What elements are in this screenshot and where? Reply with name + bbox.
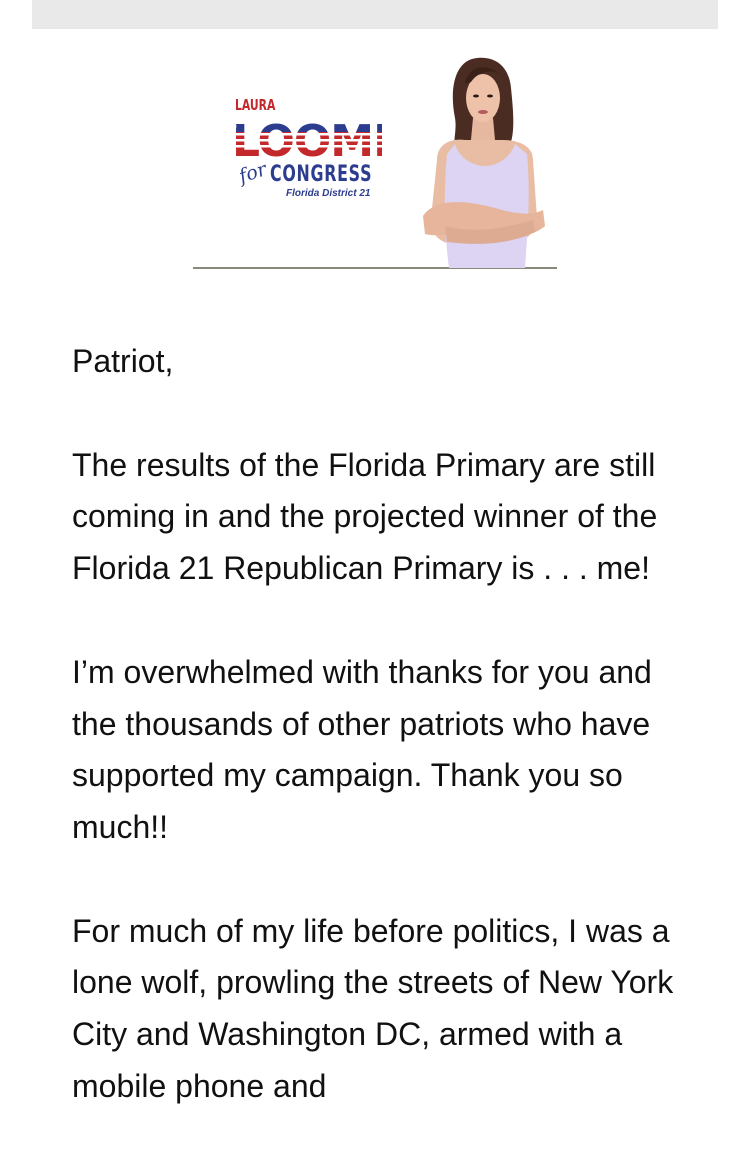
logo-district: Florida District 21: [286, 188, 371, 199]
svg-text:★: ★: [233, 117, 238, 123]
logo-congress: CONGRESS: [270, 162, 373, 187]
paragraph-primary-results: The results of the Florida Primary are still coming in and the projected winner of the Florida 21 Republican Primary is . . . me!: [72, 446, 658, 587]
campaign-logo: [233, 96, 393, 206]
paragraph-thanks: I’m overwhelmed with thanks for you and the thousands of other patriots who have supported my campaign. Thank you so much!!: [72, 653, 652, 845]
email-body: [72, 336, 682, 1164]
candidate-portrait: [415, 48, 557, 268]
top-bar: [32, 0, 718, 29]
paragraph-background: For much of my life before politics, I was a lone wolf, prowling the streets of New York City and Washington DC, armed with a mobile phone and: [72, 912, 674, 1104]
svg-text:★: ★: [233, 124, 238, 130]
logo-surname: [232, 108, 382, 164]
campaign-header-banner: [193, 40, 557, 269]
logo-first-name: LAURA: [235, 96, 276, 114]
logo-for-script: for: [236, 158, 270, 188]
greeting: Patriot,: [72, 343, 174, 379]
